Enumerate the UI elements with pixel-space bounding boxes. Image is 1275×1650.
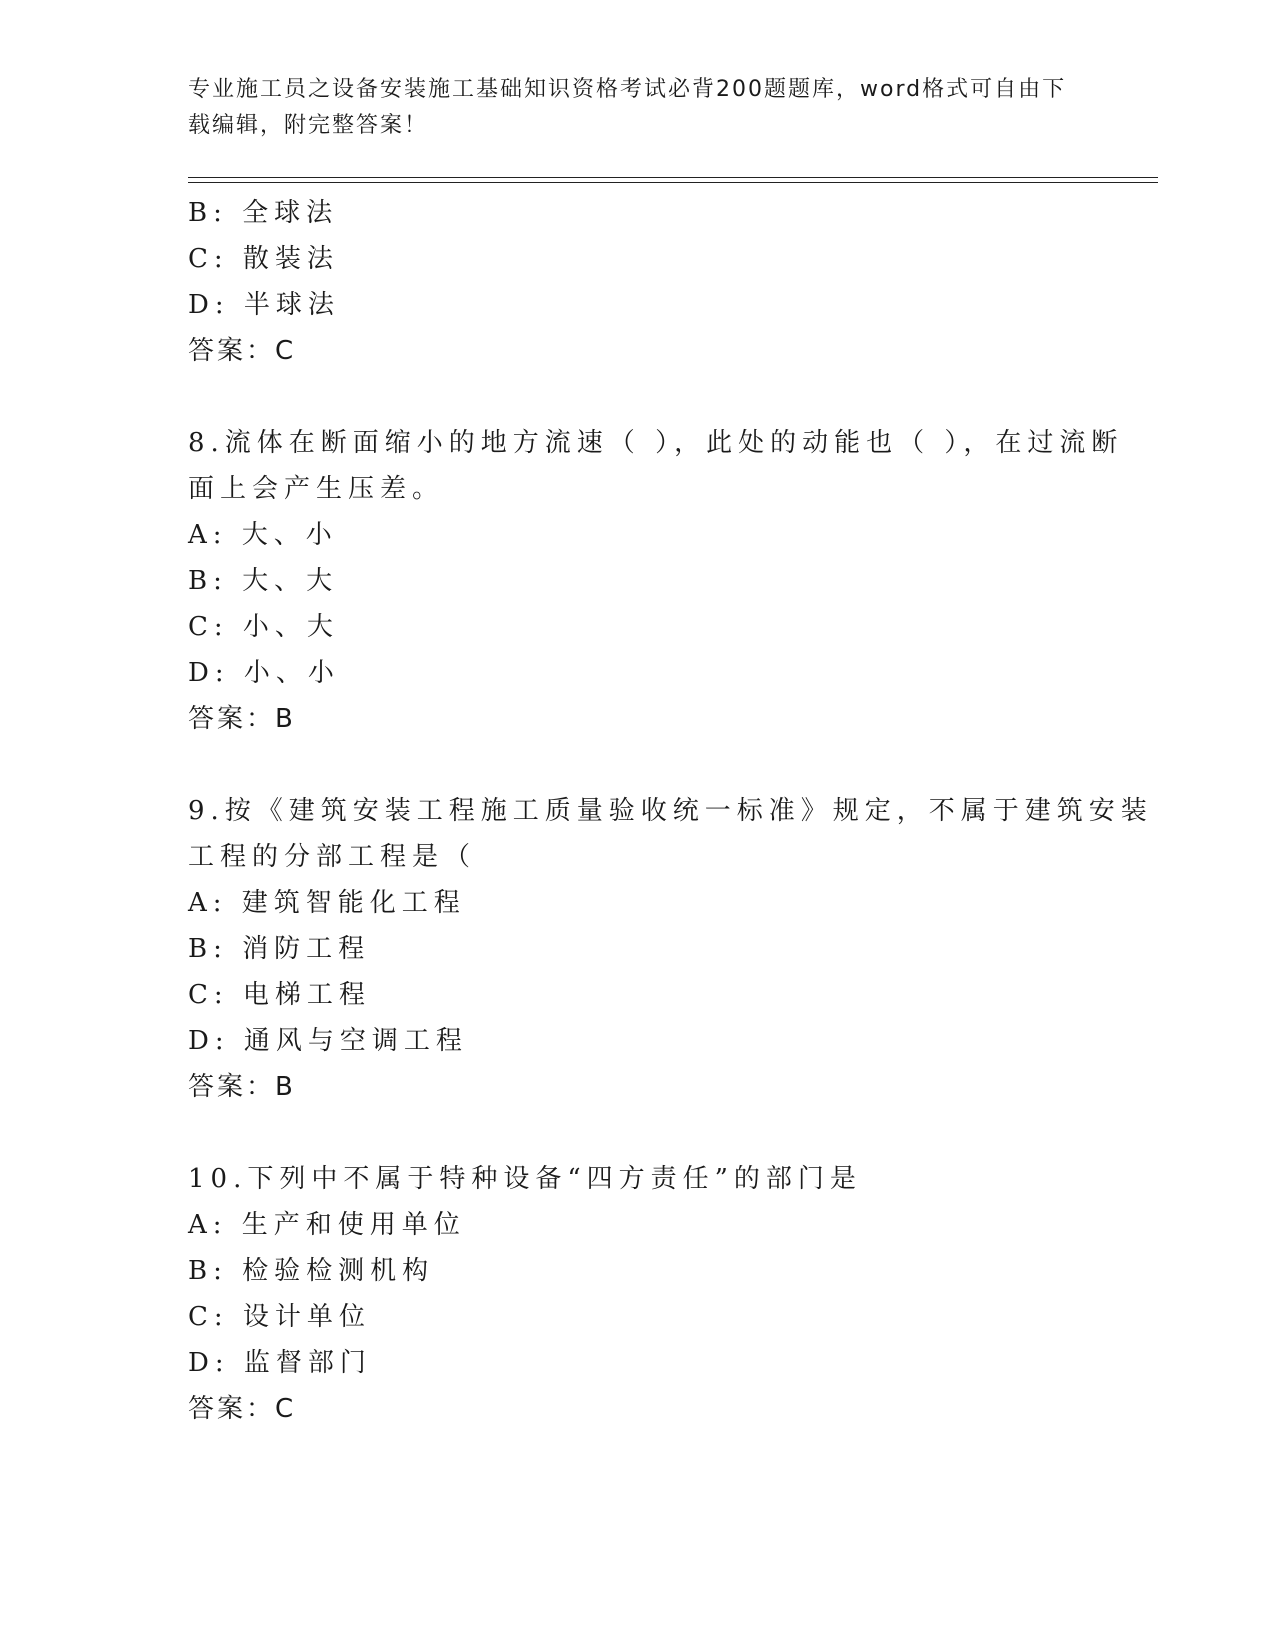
header-divider-bottom: [188, 182, 1158, 183]
question-text-line-1: 8.流体在断面缩小的地方流速（ ），此处的动能也（ ），在过流断: [188, 428, 1124, 458]
question-text-line-1: 9.按《建筑安装工程施工质量验收统一标准》规定，不属于建筑安装: [188, 796, 1153, 826]
question-text-line-2: 面上会产生压差。: [188, 474, 445, 504]
question-text-line-2: 工程的分部工程是（: [188, 842, 477, 872]
question-8: [188, 420, 1124, 742]
option-d: D: 半球法: [188, 290, 340, 320]
option-b: B: 检验检测机构: [188, 1256, 435, 1286]
header-divider-top: [188, 177, 1158, 178]
option-d: D: 监督部门: [188, 1348, 372, 1378]
option-c: C: 散装法: [188, 244, 339, 274]
answer-line: 答案：B: [188, 704, 296, 734]
question-9: [188, 788, 1153, 1110]
option-c: C: 电梯工程: [188, 980, 371, 1010]
option-b: B: 消防工程: [188, 934, 371, 964]
answer-line: 答案：C: [188, 1394, 297, 1424]
question-text-line-1: 10.下列中不属于特种设备“四方责任”的部门是: [188, 1164, 862, 1194]
option-d: D: 小、小: [188, 658, 340, 688]
option-a: A: 建筑智能化工程: [188, 888, 466, 918]
option-a: A: 大、小: [188, 520, 338, 550]
question-7-remainder: [188, 190, 1088, 374]
answer-line: 答案：B: [188, 1072, 296, 1102]
question-10: [188, 1156, 1088, 1432]
option-c: C: 设计单位: [188, 1302, 371, 1332]
option-c: C: 小、大: [188, 612, 339, 642]
option-a: A: 生产和使用单位: [188, 1210, 466, 1240]
question-list: [188, 190, 1153, 1432]
document-header: [188, 72, 1088, 144]
option-b: B: 大、大: [188, 566, 339, 596]
option-b: B: 全球法: [188, 198, 339, 228]
answer-line: 答案：C: [188, 336, 297, 366]
header-title: 专业施工员之设备安装施工基础知识资格考试必背200题题库，word格式可自由下载编辑，附完整答案！: [188, 77, 1067, 138]
option-d: D: 通风与空调工程: [188, 1026, 468, 1056]
